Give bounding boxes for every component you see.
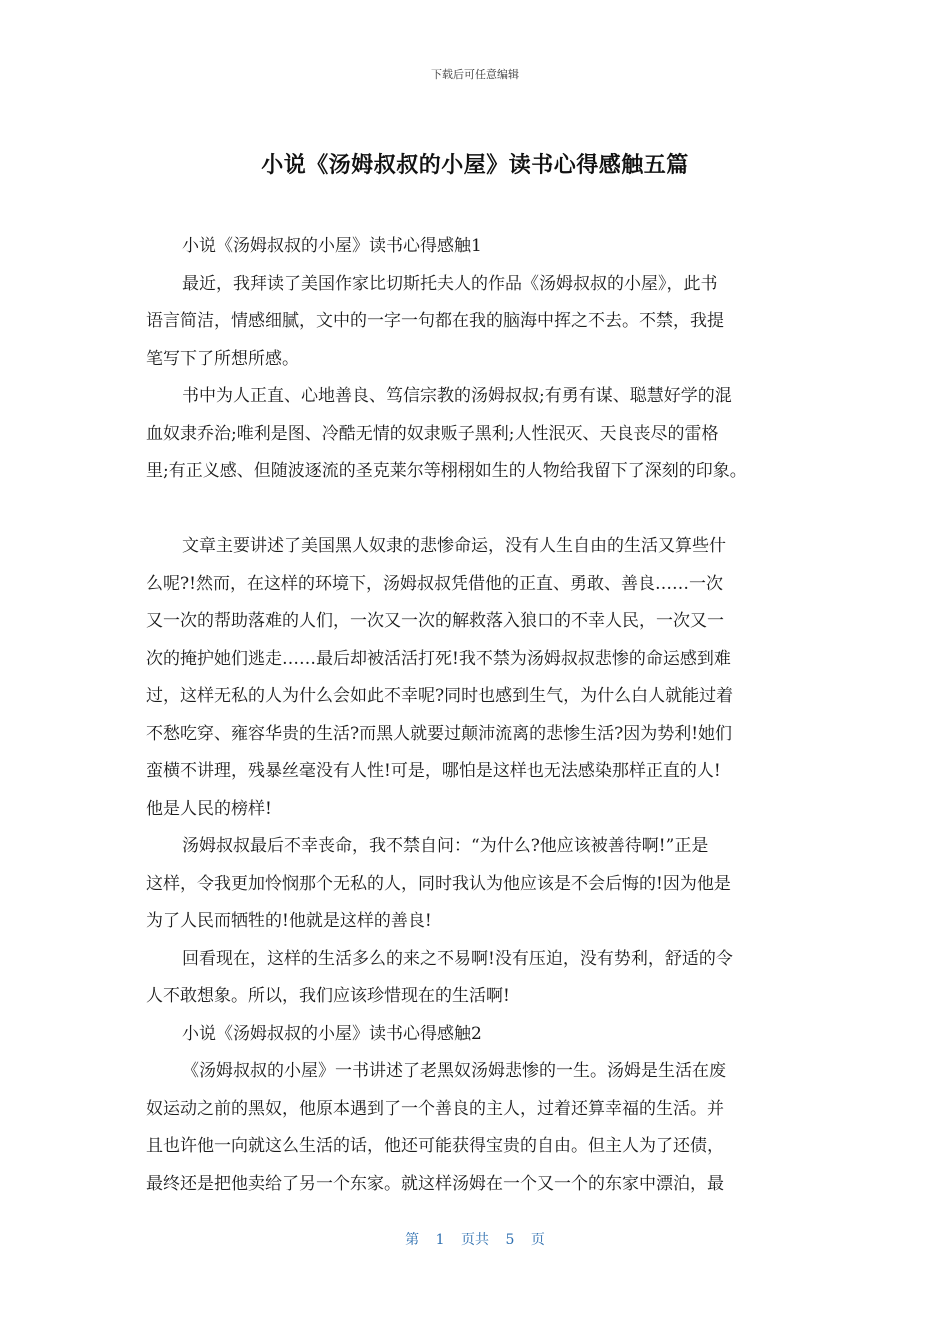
paragraph-line: 回看现在，这样的生活多么的来之不易啊!没有压迫，没有势利，舒适的令 xyxy=(182,948,733,969)
paragraph-line: 汤姆叔叔最后不幸丧命，我不禁自问：“为什么?他应该被善待啊!”正是 xyxy=(182,836,709,856)
paragraph-line: 《汤姆叔叔的小屋》一书讲述了老黑奴汤姆悲惨的一生。汤姆是生活在废 xyxy=(182,1061,726,1081)
paragraph-line: 人不敢想象。所以，我们应该珍惜现在的生活啊! xyxy=(146,986,510,1006)
footer-total-pages: 5 xyxy=(505,1232,515,1248)
paragraph-line: 文章主要讲述了美国黑人奴隶的悲惨命运，没有人生自由的生活又算些什 xyxy=(182,536,726,556)
paragraph-line: 蛮横不讲理，残暴丝毫没有人性!可是，哪怕是这样也无法感染那样正直的人! xyxy=(146,761,721,781)
footer-page-number: 1 xyxy=(435,1232,445,1248)
paragraph-line: 且也许他一向就这么生活的话，他还可能获得宝贵的自由。但主人为了还债， xyxy=(146,1136,724,1156)
header-note: 下载后可任意编辑 xyxy=(431,68,519,81)
footer-prefix: 第 xyxy=(405,1232,420,1248)
document-title: 小说《汤姆叔叔的小屋》读书心得感触五篇 xyxy=(261,153,689,178)
section-heading: 小说《汤姆叔叔的小屋》读书心得感触1 xyxy=(182,236,482,256)
paragraph-line: 么呢?!然而，在这样的环境下，汤姆叔叔凭借他的正直、勇敢、善良……一次 xyxy=(146,573,723,594)
paragraph-line: 笔写下了所想所感。 xyxy=(146,348,299,369)
paragraph-line: 次的掩护她们逃走……最后却被活活打死!我不禁为汤姆叔叔悲惨的命运感到难 xyxy=(146,648,731,669)
paragraph-line: 他是人民的榜样! xyxy=(146,798,272,819)
paragraph-line: 为了人民而牺牲的!他就是这样的善良! xyxy=(146,911,432,931)
paragraph-line: 不愁吃穿、雍容华贵的生活?而黑人就要过颠沛流离的悲惨生活?因为势利!她们 xyxy=(146,723,733,744)
paragraph-line: 血奴隶乔治;唯利是图、冷酷无情的奴隶贩子黑利;人性泯灭、天良丧尽的雷格 xyxy=(146,423,719,444)
paragraph-line: 最终还是把他卖给了另一个东家。就这样汤姆在一个又一个的东家中漂泊，最 xyxy=(146,1173,724,1194)
paragraph-line: 最近，我拜读了美国作家比切斯托夫人的作品《汤姆叔叔的小屋》，此书 xyxy=(182,273,718,294)
footer-suffix: 页 xyxy=(530,1232,545,1248)
section-heading: 小说《汤姆叔叔的小屋》读书心得感触2 xyxy=(182,1023,482,1044)
paragraph-line: 奴运动之前的黑奴，他原本遇到了一个善良的主人，过着还算幸福的生活。并 xyxy=(146,1098,724,1119)
paragraph-line: 语言简洁，情感细腻，文中的一字一句都在我的脑海中挥之不去。不禁，我提 xyxy=(146,311,724,331)
paragraph-line: 过，这样无私的人为什么会如此不幸呢?同时也感到生气，为什么白人就能过着 xyxy=(146,686,734,706)
page-footer xyxy=(0,1229,950,1249)
document-body xyxy=(146,228,806,1203)
blank-line xyxy=(146,491,806,529)
footer-middle: 页共 xyxy=(461,1232,489,1248)
paragraph-line: 书中为人正直、心地善良、笃信宗教的汤姆叔叔;有勇有谋、聪慧好学的混 xyxy=(182,386,732,406)
paragraph-line: 又一次的帮助落难的人们，一次又一次的解救落入狼口的不幸人民，一次又一 xyxy=(146,611,724,631)
paragraph-line: 这样，令我更加怜悯那个无私的人，同时我认为他应该是不会后悔的!因为他是 xyxy=(146,873,731,894)
paragraph-line: 里;有正义感、但随波逐流的圣克莱尔等栩栩如生的人物给我留下了深刻的印象。 xyxy=(146,461,747,481)
